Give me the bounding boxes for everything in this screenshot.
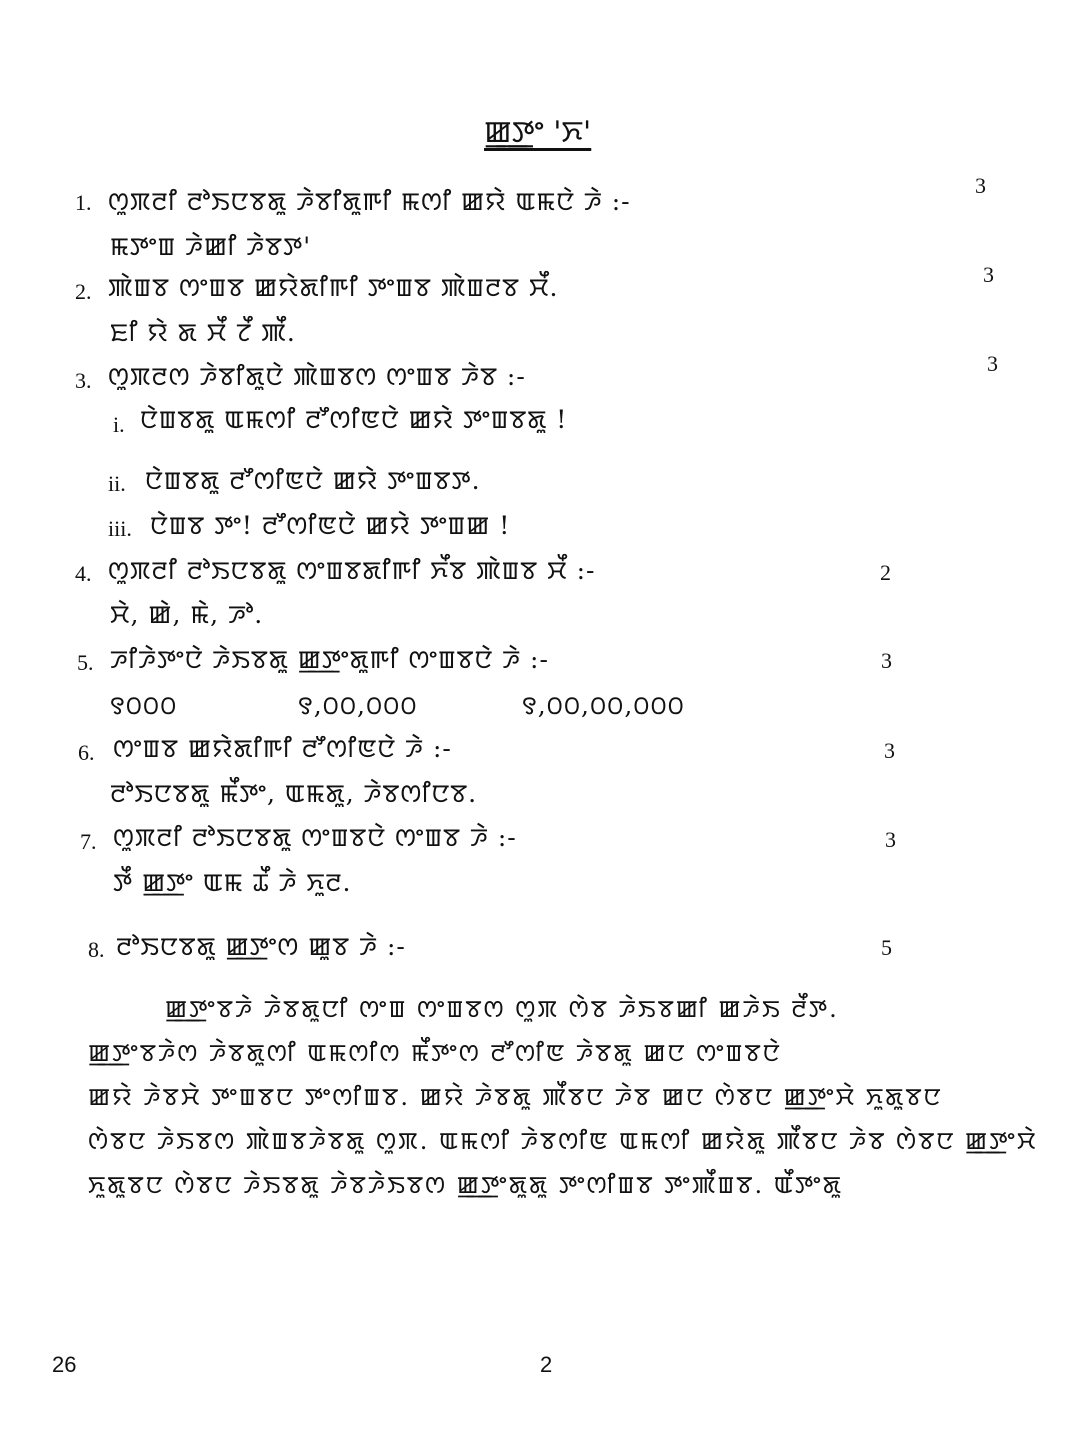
question-1-marks: 3	[975, 173, 986, 198]
question-5-number-c: ꯱,꯰꯰,꯰꯰,꯰꯰꯰	[522, 691, 685, 720]
paragraph-line-2: ꯀ꯭ꯇꯦꯕꯍꯥꯁ ꯍꯥꯕꯗꯨꯁꯤ ꯑꯃꯁꯤꯁ ꯃꯩꯇꯦꯁ ꯂꯧꯁꯤꯟ ꯍꯥꯕꯗꯨ ꯀꯅ ꯁꯦꯡꯕꯅꯥ	[88, 1039, 782, 1067]
question-1-number: 1.	[75, 190, 92, 215]
question-5-number: 5.	[77, 650, 94, 675]
question-5-marks: 3	[881, 648, 892, 673]
question-6-text: ꯁꯦꯡꯕ ꯀꯌꯥꯗꯤꯒꯤ ꯂꯧꯁꯤꯟꯅꯥ ꯍꯥ :-	[113, 734, 452, 763]
question-3-sub-ii-text: ꯅꯥꯡꯕꯗꯨ ꯂꯧꯁꯤꯟꯅꯥ ꯀꯌꯥ ꯇꯦꯡꯕꯇ.	[145, 466, 481, 495]
question-4-marks: 2	[880, 560, 891, 585]
question-2-marks: 3	[983, 262, 994, 287]
question-5-number-a: ꯱꯰꯰꯰	[110, 691, 178, 720]
paragraph-line-3: ꯀꯌꯥ ꯍꯥꯕꯆꯥ ꯇꯦꯡꯕꯅ ꯇꯦꯁꯤꯡꯕ. ꯀꯌꯥ ꯍꯥꯕꯗꯨ ꯄꯩꯕꯅ ꯍꯥꯕ ꯀꯅ ꯁꯥꯕꯅ ꯀ꯭ꯇꯦꯆꯥ ꯈꯨꯗꯨꯕꯅ	[88, 1083, 943, 1111]
question-3-sub-iii-text: ꯅꯥꯡꯕ ꯇꯦ! ꯂꯧꯁꯤꯟꯅꯥ ꯀꯌꯥ ꯇꯦꯡꯀ !	[150, 511, 511, 540]
question-5-number-b: ꯱,꯰꯰,꯰꯰꯰	[298, 691, 418, 720]
question-6-marks: 3	[884, 738, 895, 763]
question-6-number: 6.	[78, 740, 95, 765]
question-8-text: ꯂꯣꯏꯅꯕꯗꯨ ꯀ꯭ꯇꯦꯁ ꯀꯨꯕ ꯍꯥ :-	[116, 932, 406, 961]
question-4-options-line: ꯆꯥ, ꯀꯥ, ꯃꯥ, ꯍꯣ.	[110, 600, 264, 629]
paragraph-line-4: ꯁꯥꯕꯅ ꯍꯥꯏꯕꯁ ꯄꯥꯡꯕꯍꯥꯕꯗꯨ ꯁꯨꯞ. ꯑꯃꯁꯤ ꯍꯥꯕꯁꯤꯟ ꯑꯃꯁꯤ ꯀꯌꯥꯗꯨ ꯄꯩꯕꯅ ꯍꯥꯕ ꯁꯥꯕꯅ ꯀ꯭ꯇꯦꯆꯥ	[88, 1127, 1038, 1155]
question-4-text: ꯁꯨꯞꯂꯤ ꯂꯣꯏꯅꯕꯗꯨ ꯁꯦꯡꯕꯗꯤꯒꯤ ꯈꯩꯕ ꯄꯥꯡꯕ ꯆꯩ :-	[108, 556, 596, 585]
section-title: ꯀ꯭ꯇꯦ 'ꯈ'	[484, 115, 592, 150]
question-3-sub-ii-number: ii.	[108, 471, 126, 496]
paragraph-line-1: ꯀ꯭ꯇꯦꯕꯍꯥ ꯍꯥꯕꯗꯨꯅꯤ ꯁꯦꯡ ꯁꯦꯡꯕꯁ ꯁꯨꯞ ꯁꯥꯕ ꯍꯥꯏꯕꯀꯤ ꯀꯍꯥꯏ ꯂꯩꯇ.	[165, 995, 839, 1023]
question-3-sub-iii-number: iii.	[108, 516, 132, 541]
question-6-options-line: ꯂꯣꯏꯅꯕꯗꯨ ꯃꯩꯇꯦ, ꯑꯃꯗꯨ, ꯍꯥꯕꯁꯤꯅꯕ.	[110, 779, 478, 808]
footer-code: 26	[52, 1352, 77, 1377]
question-2-number: 2.	[75, 279, 92, 304]
question-1-text: ꯁꯨꯞꯂꯤ ꯂꯣꯏꯅꯕꯗꯨ ꯍꯥꯕꯤꯗꯨꯒꯤ ꯃꯁꯤ ꯀꯌꯥ ꯑꯃꯅꯥ ꯍꯥ :-	[108, 187, 631, 216]
question-3-text: ꯁꯨꯞꯂꯁ ꯍꯥꯕꯤꯗꯨꯅꯥ ꯄꯥꯡꯕꯁ ꯁꯦꯡꯕ ꯍꯥꯕ :-	[108, 362, 526, 391]
question-7-marks: 3	[885, 827, 896, 852]
question-7-options-line: ꯇꯩ ꯀ꯭ꯇꯦ ꯑꯃ ꯊꯩ ꯍꯥ ꯈꯨꯂ.	[113, 868, 352, 897]
question-8-number: 8.	[88, 937, 105, 962]
question-4-number: 4.	[75, 561, 92, 586]
question-1-answer-line: ꯃꯇꯦꯡ ꯍꯥꯀꯤ ꯍꯥꯕꯇ'	[110, 232, 312, 261]
question-3-sub-i-number: i.	[113, 412, 125, 437]
question-5-text: ꯍꯤꯍꯥꯇꯦꯅꯥ ꯍꯥꯏꯕꯗꯨ ꯀ꯭ꯇꯦꯗꯨꯒꯤ ꯁꯦꯡꯕꯅꯥ ꯍꯥ :-	[110, 645, 549, 674]
question-3-number: 3.	[75, 368, 92, 393]
question-2-text: ꯄꯥꯡꯕ ꯁꯦꯡꯕ ꯀꯌꯥꯗꯤꯒꯤ ꯇꯦꯡꯕ ꯄꯥꯡꯂꯕ ꯆꯩ.	[108, 273, 559, 302]
page-number: 2	[540, 1352, 553, 1377]
question-3-sub-i-text: ꯅꯥꯡꯕꯗꯨ ꯑꯃꯁꯤ ꯂꯧꯁꯤꯟꯅꯥ ꯀꯌꯥ ꯇꯦꯡꯕꯗꯨ !	[140, 405, 568, 434]
question-7-text: ꯁꯨꯞꯂꯤ ꯂꯣꯏꯅꯕꯗꯨ ꯁꯦꯡꯕꯅꯥ ꯁꯦꯡꯕ ꯍꯥ :-	[113, 823, 517, 852]
question-7-number: 7.	[80, 829, 97, 854]
question-8-marks: 5	[881, 935, 892, 960]
question-2-options-line: ꯐꯤ ꯌꯥ ꯗ ꯆꯩ ꯖꯩ ꯄꯩ.	[110, 318, 296, 347]
question-3-marks: 3	[987, 351, 998, 376]
paragraph-line-5: ꯈꯨꯗꯨꯕꯅ ꯁꯥꯕꯅ ꯍꯥꯏꯕꯗꯨ ꯍꯥꯕꯍꯥꯏꯕꯁ ꯀ꯭ꯇꯦꯗꯨꯗꯨ ꯇꯦꯁꯤꯡꯕ ꯇꯦꯄꯩꯡꯕ. ꯑꯩꯇꯦꯗꯨ	[88, 1171, 843, 1199]
